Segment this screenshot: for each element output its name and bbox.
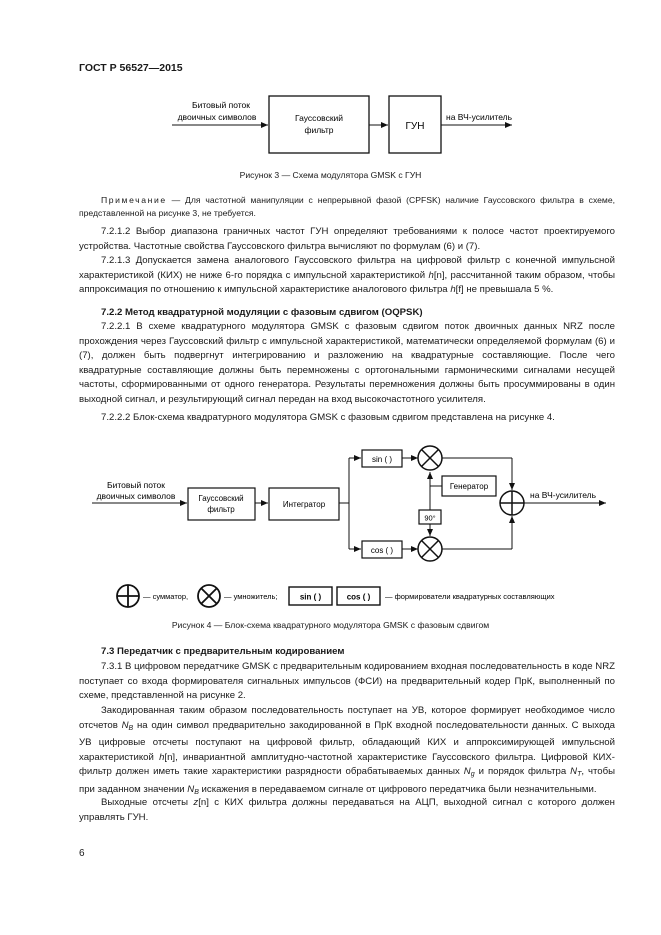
legend-multiplier-symbol (198, 585, 220, 607)
p732-text-c: , инвариантной амплитудно-частотной характеристике Гауссовского фильтра. Цифровой КИХ-фильтр должен иметь такие характеристики разрядности обрабатываемых данных (79, 751, 615, 778)
fig4-upper-multiplier (418, 446, 442, 470)
paragraph-7-2-2-1-text: 7.2.2.1 В схеме квадратурного модулятора GMSK с фазовым сдвигом поток двоичных данных NRZ после прохождения через Гауссовский фильтр с импульсной характеристикой, математически определяемой формулам (6) и (7), должен быть подвергнут интегрированию и разложению на квадратурные составляющие. После чего квадратурные составляющие должны быть перемножены с ортогональными гармоническими сигналами несущей частоты, сформированными от одного генератора. Результаты перемножения должны быть просуммированы в один выходной сигнал, и результирующий сигнал передан на вход высокочастотного усилителя. (79, 321, 615, 405)
figure-4-caption: Рисунок 4 — Блок-схема квадратурного модулятора GMSK с фазовым сдвигом (171, 620, 490, 630)
p7213-text-b: , рассчитанной таким образом, чтобы аппроксимация по отношению к импульсной характеристике аналогового фильтра (79, 269, 615, 296)
heading-7-2-2 (79, 306, 615, 321)
paragraph-7-3-2 (79, 704, 615, 801)
fig4-sin-label: sin ( ) (372, 455, 392, 464)
legend-multiplier-text: — умножитель; (224, 592, 278, 601)
fig4-output-label: на ВЧ-усилитель (530, 490, 597, 500)
fig4-filter-label-2: фильтр (207, 505, 235, 514)
fig4-generator-label: Генератор (449, 482, 489, 491)
p733-text-b: с КИХ фильтра должны передаваться на АЦП, выходной сигнал с которого должен управлять ГУН. (79, 797, 615, 823)
p732-var-nb: N (121, 719, 129, 731)
figure-3-caption: Рисунок 3 — Схема модулятора GMSK с ГУН (239, 170, 422, 180)
note-text: — Для частотной манипуляции с непрерывной фазой (CPFSK) наличие Гауссовского фильтра в схеме, представленной на рисунке 3, не требуется. (79, 195, 615, 218)
paragraph-7-2-1-2-text: 7.2.1.2 Выбор диапазона граничных частот ГУН определяют требованиями к полосе частот проектируемого устройства. Частотные свойства Гауссовского фильтра вычисляют по формулам (6) и (7). (79, 226, 615, 252)
fig3-vco-label: ГУН (405, 121, 425, 132)
p732-text-f: искажения в передаваемом сигнале от цифрового передатчика были незначительными. (198, 783, 597, 795)
paragraph-7-2-2-2-text: 7.2.2.2 Блок-схема квадратурного модулятора GMSK с фазовым сдвигом представлена на рисунке 4. (101, 412, 555, 423)
paragraph-7-2-1-3 (79, 254, 615, 298)
p7213-text-a: 7.2.1.3 Допускается замена аналогового Гауссовского фильтра на цифровой фильтр с конечной импульсной характеристикой (КИХ) не ниже 6-го порядка с импульсной характеристикой (79, 255, 615, 281)
fig4-gauss-filter-block (188, 488, 255, 520)
p732-var-nt: N (570, 766, 578, 778)
figure-4-diagram (0, 430, 661, 610)
fig4-integrator-label: Интегратор (282, 500, 326, 509)
fig3-input-label-1: Битовый поток (192, 100, 250, 110)
p7213-text-c: не превышала 5 %. (463, 284, 554, 296)
fig4-filter-label-1: Гауссовский (198, 494, 244, 503)
heading-7-3 (79, 645, 615, 660)
paragraph-7-2-1-2 (79, 225, 615, 254)
fig3-filter-label-1: Гауссовский (294, 113, 344, 123)
paragraph-7-3-1 (79, 660, 615, 704)
fig4-input-label-2: двоичных символов (96, 491, 176, 501)
fig4-input-label-1: Битовый поток (107, 480, 165, 490)
paragraph-7-2-2-1 (79, 320, 615, 408)
page-number: 6 (79, 848, 85, 859)
p732-var-nb-sub: B (128, 724, 134, 732)
legend-sin-label: sin ( ) (299, 592, 322, 602)
legend-former-text: — формирователи квадратурных составляющих (385, 592, 555, 601)
fig3-input-label-2: двоичных символов (177, 112, 257, 122)
fig3-output-label: на ВЧ-усилитель (446, 112, 513, 122)
p732-var-ng: N (463, 766, 471, 778)
fig4-phase-label: 90° (424, 513, 436, 523)
note-label: Примечание (101, 195, 167, 205)
p7213-var-h2: h (450, 284, 456, 296)
p732-text-d: и порядок фильтра (474, 766, 571, 778)
p732-text-b: на один символ предварительно закодированной в ПрК входной последовательности данных. С выхода УВ цифровые отсчеты поступают на цифровой фильтр, обладающий КИХ и аппроксимирующей импульсной характеристикой (79, 719, 616, 763)
p732-text-a: Закодированная таким образом последовательность поступает на УВ, которое формирует необходимое число отсчетов (79, 705, 615, 731)
p732-text-e: , чтобы при заданном значении (79, 766, 616, 795)
p732-var-nb2-sub: B (194, 788, 199, 796)
p732-var-h: h (159, 751, 165, 763)
document-header: ГОСТ Р 56527—2015 (79, 62, 183, 74)
p7213-var-h: h (428, 269, 434, 281)
fig4-lower-multiplier (418, 537, 442, 561)
legend-adder-text: — сумматор, (143, 592, 189, 601)
p732-var-nb2: N (187, 783, 195, 795)
paragraph-7-3-3 (79, 796, 615, 825)
p733-text-a: Выходные отсчеты (101, 797, 194, 808)
p733-var-z: z (193, 797, 199, 808)
p732-var-ng-sub: g (470, 771, 475, 779)
p732-index-n: [n] (164, 751, 176, 763)
legend-adder-symbol (117, 585, 139, 607)
paragraph-7-3-1-text: 7.3.1 В цифровом передатчике GMSK с предварительным кодированием входная последовательность в коде NRZ поступает со входа формирователя сигнальных импульсов (ФСИ) на предварительный кодер ПрК, выполненный по схеме, представленной на рисунке 2. (79, 661, 615, 702)
fig4-cos-label: cos ( ) (370, 546, 394, 555)
note-paragraph (79, 194, 615, 220)
p7213-index-f: [f] (455, 284, 464, 296)
legend-cos-label: cos ( ) (346, 592, 371, 602)
fig3-filter-label-2: фильтр (304, 125, 334, 135)
heading-7-2-2-text: 7.2.2 Метод квадратурной модуляции с фазовым сдвигом (OQPSK) (101, 307, 423, 318)
p733-index-n: [n] (198, 797, 209, 808)
fig4-adder (500, 491, 524, 515)
paragraph-7-2-2-2 (79, 411, 615, 426)
heading-7-3-text: 7.3 Передатчик с предварительным кодированием (101, 646, 345, 657)
p732-var-nt-sub: T (577, 771, 582, 779)
p7213-index-n: [n] (433, 269, 445, 281)
